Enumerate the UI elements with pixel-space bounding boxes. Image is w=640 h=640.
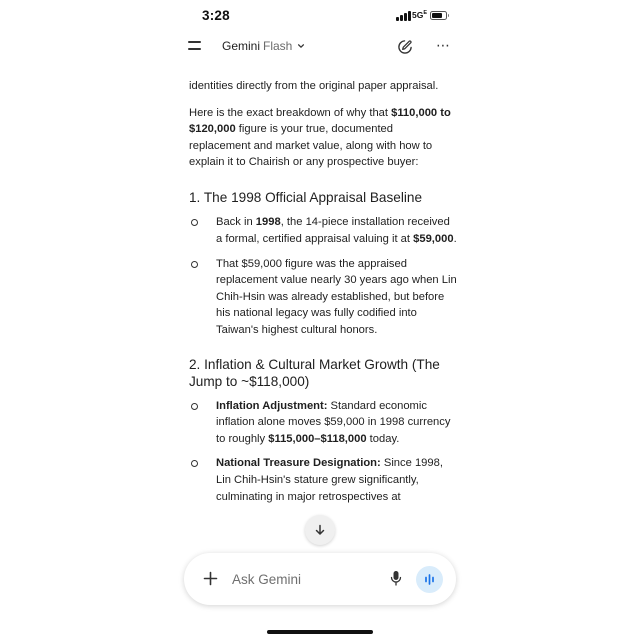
model-name: Gemini — [222, 39, 261, 53]
battery-icon — [430, 11, 447, 20]
more-options-icon[interactable]: ⋯ — [436, 37, 451, 53]
chevron-down-icon — [297, 42, 305, 50]
status-bar — [174, 0, 466, 34]
prompt-input[interactable] — [232, 568, 372, 590]
plus-icon[interactable] — [203, 571, 218, 586]
section-heading-appraisal: 1. The 1998 Official Appraisal Baseline — [189, 189, 423, 205]
response-intro: Here is the exact breakdown of why that $110,000 to $120,000 figure is your true, documented replacement and market value, along with how to explain it to Chairish or any prospective buyer: — [189, 106, 451, 169]
voice-mode-icon — [423, 573, 436, 586]
model-variant: Flash — [263, 39, 293, 53]
arrow-down-icon — [314, 524, 326, 536]
prompt-composer — [184, 553, 456, 605]
signal-icon — [396, 11, 412, 21]
response-content — [189, 78, 457, 513]
network-label: $5G^E$ — [412, 10, 428, 20]
voice-mode-button[interactable] — [416, 566, 443, 593]
model-selector[interactable] — [222, 39, 305, 53]
bullet-list-inflation — [189, 398, 457, 506]
menu-icon[interactable] — [188, 41, 201, 50]
status-time: 3:28 — [202, 8, 230, 23]
scroll-to-bottom-button[interactable] — [305, 515, 335, 545]
section-heading-inflation: 2. Inflation & Cultural Market Growth (The Jump to ~$118,000) — [189, 356, 440, 390]
new-chat-icon[interactable] — [396, 38, 414, 56]
list-item: Inflation Adjustment: Standard economic inflation alone moves $59,000 in 1998 currency to roughly $115,000–$118,000 today. — [189, 398, 457, 448]
app-header — [174, 34, 466, 62]
list-item: National Treasure Designation: Since 1998, Lin Chih-Hsin's stature grew significantly, culminating in major retrospectives at — [189, 455, 457, 505]
microphone-icon[interactable] — [390, 570, 402, 587]
response-text-top: identities directly from the original paper appraisal. — [189, 80, 439, 92]
phone-screen — [174, 0, 466, 640]
list-item: That $59,000 figure was the appraised replacement value nearly 30 years ago when Lin Chih-Hsin was already established, but before his national legacy was fully codified into Taiwan's highest cultural honors. — [189, 256, 457, 339]
home-indicator — [267, 630, 373, 634]
battery-level — [432, 13, 442, 18]
bullet-list-appraisal — [189, 214, 457, 338]
list-item: Back in 1998, the 14-piece installation received a formal, certified appraisal valuing it at $59,000. — [189, 214, 457, 247]
